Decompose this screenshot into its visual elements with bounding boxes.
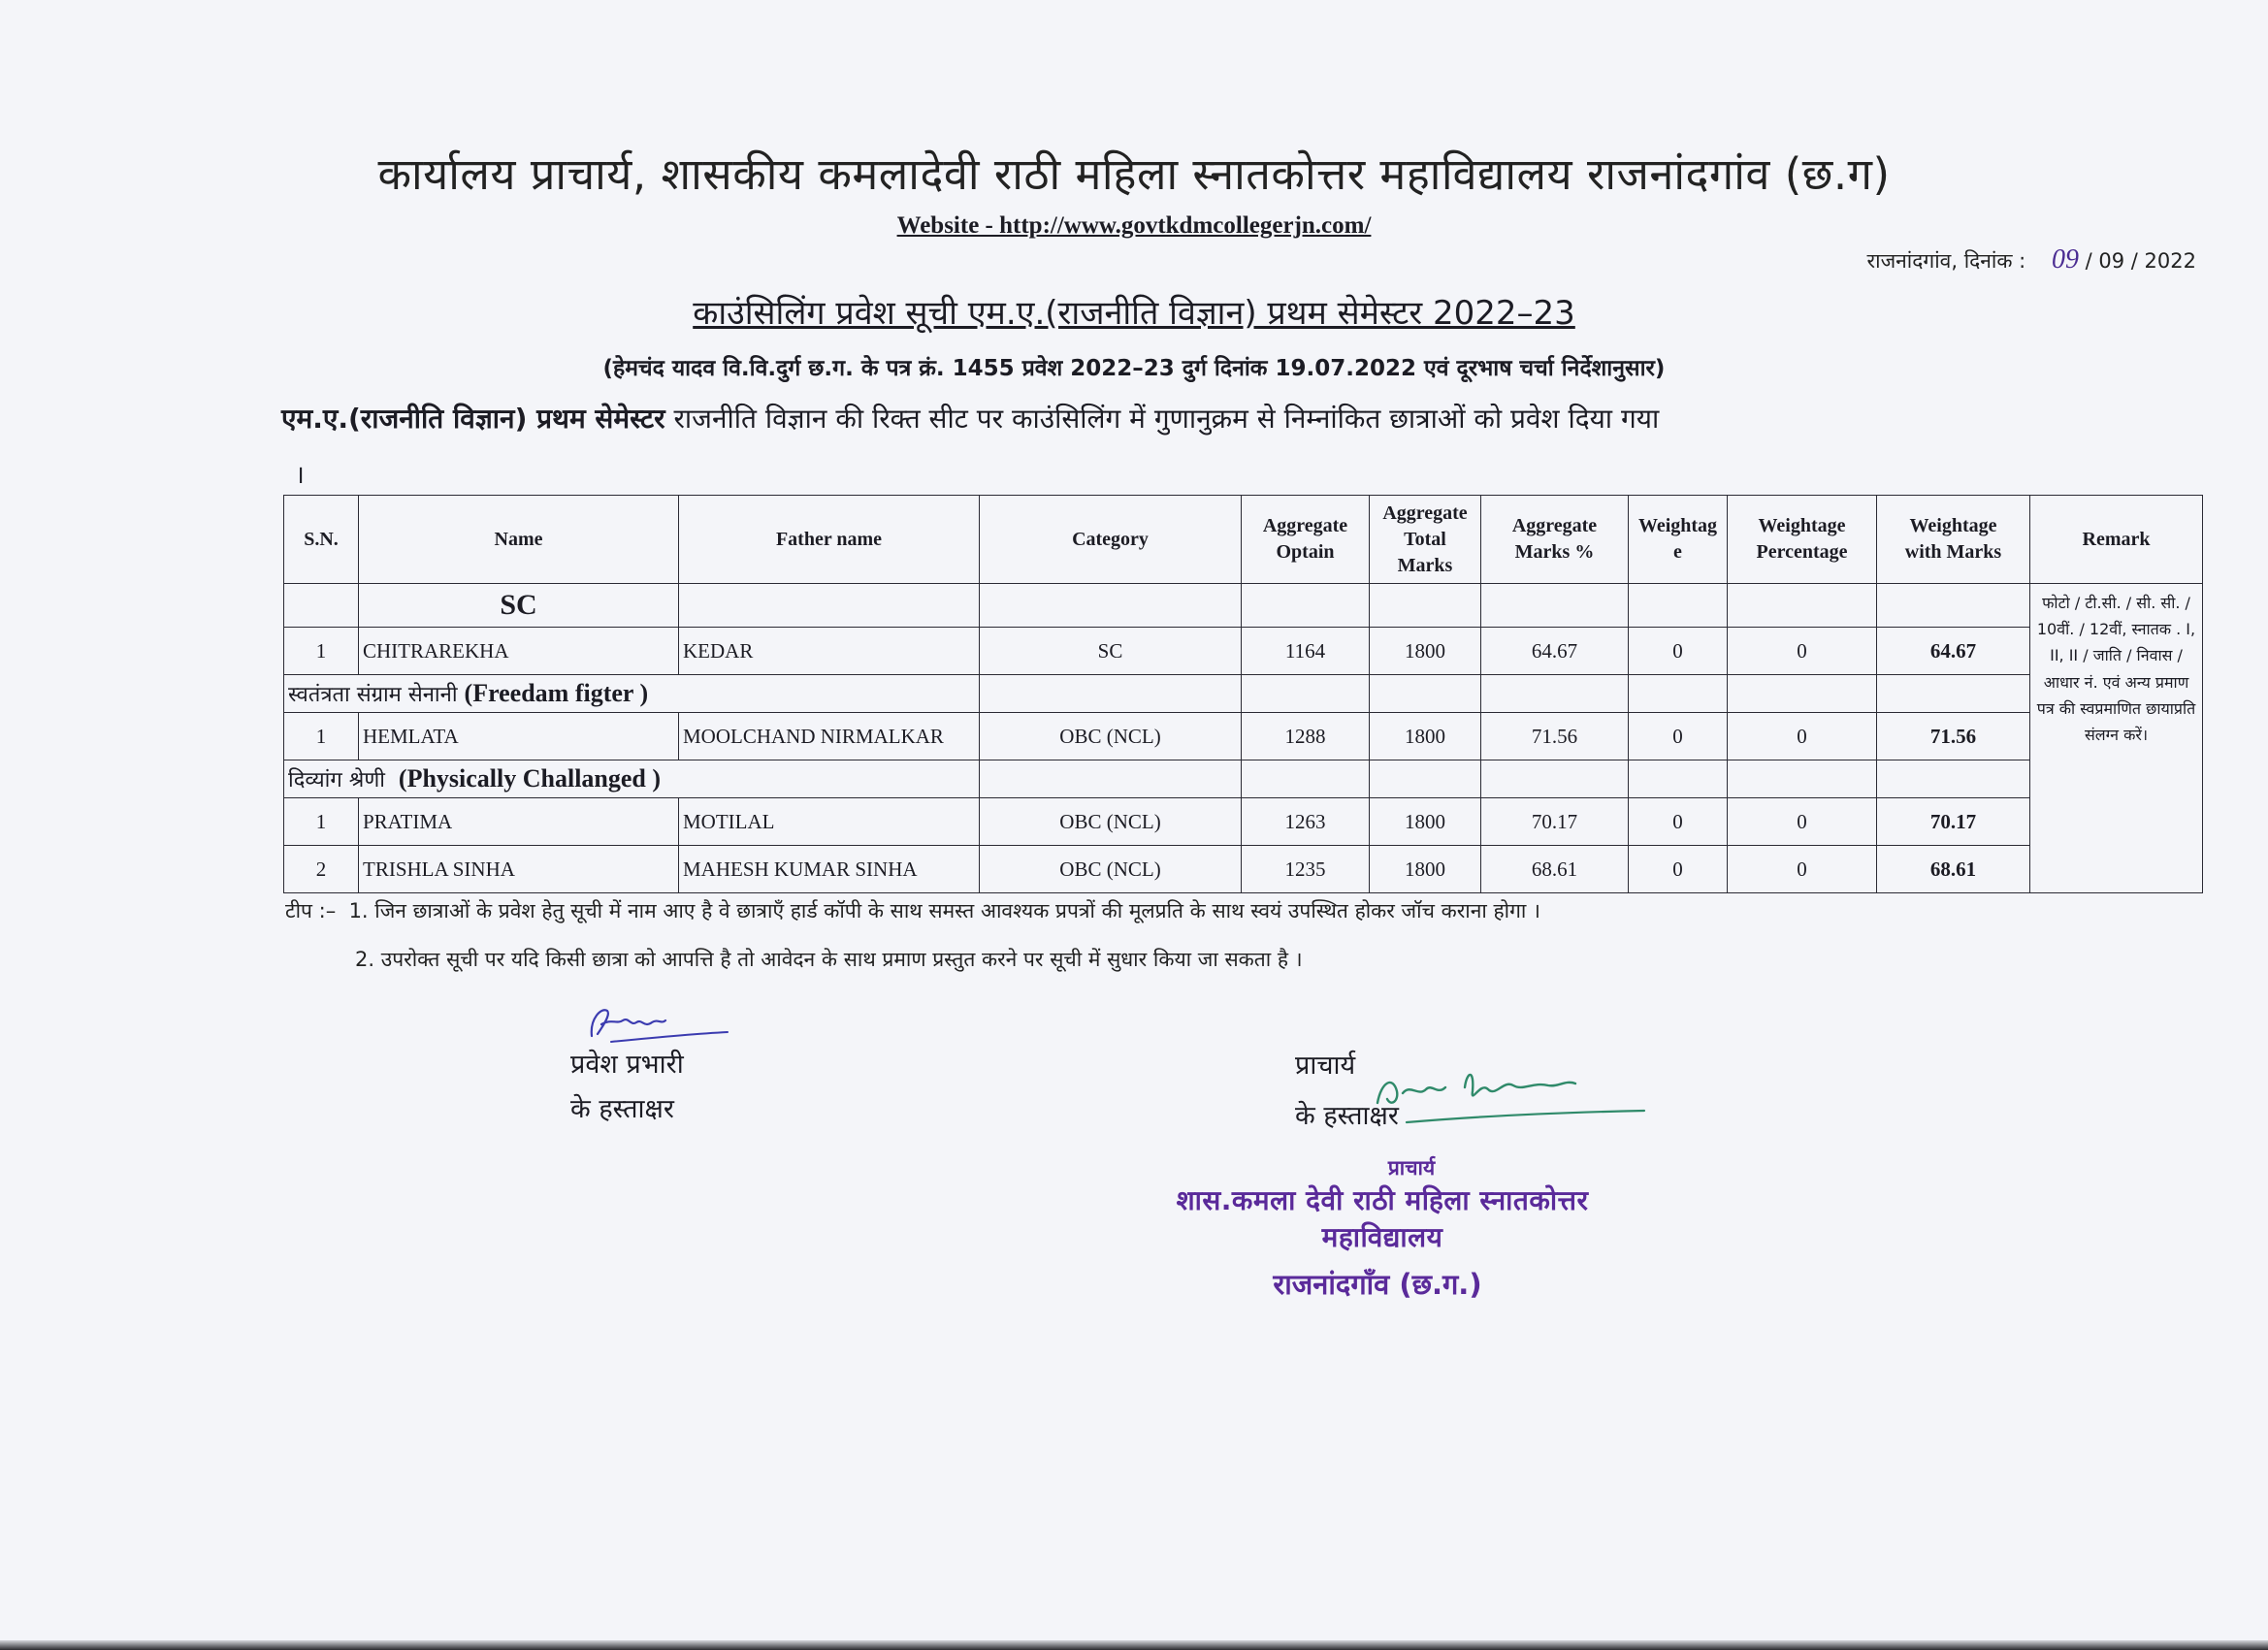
note-label: टीप :– [285,899,337,922]
table-row: 1 HEMLATA MOOLCHAND NIRMALKAR OBC (NCL) 1288 1800 71.56 0 0 71.56 [284,713,2203,760]
reference-line: (हेमचंद यादव वि.वि.दुर्ग छ.ग. के पत्र क्रं. 1455 प्रवेश 2022–23 दुर्ग दिनांक 19.07.2022 एवं दूरभाष चर्चा निर्देशानुसार) [602,356,1666,381]
intro-paragraph [281,400,2202,437]
table-row: 1 CHITRAREKHA KEDAR SC 1164 1800 64.67 0 0 64.67 [284,628,2203,675]
note-1-text: 1. जिन छात्राओं के प्रवेश हेतु सूची में नाम आए है वे छात्राएँ हार्ड कॉपी के साथ समस्त आवश्यक प्रपत्रों की मूलप्रति के साथ स्वयं उपस्थित होकर जॉच कराना होगा । [348,899,1541,922]
signature-principal [1358,1052,1649,1140]
date-rest: / 09 / 2022 [2085,249,2196,273]
section-label-divyang: दिव्यांग श्रेणी (Physically Challanged ) [284,760,980,798]
document-subtitle: काउंसिलिंग प्रवेश सूची एम.ए.(राजनीति विज्ञान) प्रथम सेमेस्टर 2022–23 [693,294,1575,333]
section-row-sc [284,584,2203,628]
header-remark: Remark [2030,496,2203,584]
table-header-row [284,496,2203,584]
stamp-line-1: प्राचार्य [1387,1156,1436,1180]
note-2: 2. उपरोक्त सूची पर यदि किसी छात्रा को आपत्ति है तो आवेदन के साथ प्रमाण प्रस्तुत करने पर सूची में सुधार किया जा सकता है । [355,948,1303,971]
note-1 [285,897,1540,924]
header-agg-pct: Aggregate Marks % [1481,496,1629,584]
header-father: Father name [679,496,980,584]
admission-table [283,495,2203,893]
section-label-sc: SC [359,584,679,628]
intro-end-mark: । [295,461,305,490]
header-agg-total: Aggregate Total Marks [1370,496,1481,584]
header-weightage-pct: Weightage Percentage [1728,496,1877,584]
section-label-freedom: स्वतंत्रता संग्राम सेनानी (Freedam figter ) [284,675,980,713]
table-row: 2 TRISHLA SINHA MAHESH KUMAR SINHA OBC (NCL) 1235 1800 68.61 0 0 68.61 [284,846,2203,893]
section-row-divyang [284,760,2203,798]
remark-text: फोटो / टी.सी. / सी. सी. / 10वीं. / 12वीं, स्नातक . I, II, II / जाति / निवास / आधार नं. एवं अन्य प्रमाण पत्र की स्वप्रमाणित छायाप्रति संलग्न करें। [2030,584,2203,893]
intro-bold: एम.ए.(राजनीति विज्ञान) प्रथम सेमेस्टर [281,403,665,435]
header-name: Name [359,496,679,584]
office-title: कार्यालय प्राचार्य, शासकीय कमलादेवी राठी महिला स्नातकोत्तर महाविद्यालय राजनांदगांव (छ.ग) [377,148,1891,200]
signature-label-left: प्रवेश प्रभारी के हस्ताक्षर [570,1050,684,1124]
date-line [1867,244,2196,275]
header-sn: S.N. [284,496,359,584]
header-weightage-marks: Weightage with Marks [1877,496,2030,584]
scan-bottom-edge [0,1640,2268,1650]
table-row: 1 PRATIMA MOTILAL OBC (NCL) 1263 1800 70.17 0 0 70.17 [284,798,2203,846]
header-weightage: Weightag e [1629,496,1728,584]
date-day: 09 [2051,244,2079,275]
stamp-line-2: शास.कमला देवी राठी महिला स्नातकोत्तर महाविद्यालय [1176,1184,1589,1253]
date-label: राजनांदगांव, दिनांक : [1866,249,2026,273]
header-category: Category [980,496,1242,584]
intro-rest: राजनीति विज्ञान की रिक्त सीट पर काउंसिलिंग में गुणानुक्रम से निम्नांकित छात्राओं को प्रवेश दिया गया [664,403,1660,435]
college-stamp [1130,1154,1635,1303]
header-agg-obtain: Aggregate Optain [1242,496,1370,584]
stamp-line-3: राजनांदगाँव (छ.ग.) [1273,1268,1482,1301]
section-row-freedom-fighter [284,675,2203,713]
signature-admission-incharge [572,999,737,1048]
website-link[interactable]: Website - http://www.govtkdmcollegerjn.com/ [896,212,1372,239]
signature-label-right: प्राचार्य के हस्ताक्षर [1295,1051,1399,1131]
